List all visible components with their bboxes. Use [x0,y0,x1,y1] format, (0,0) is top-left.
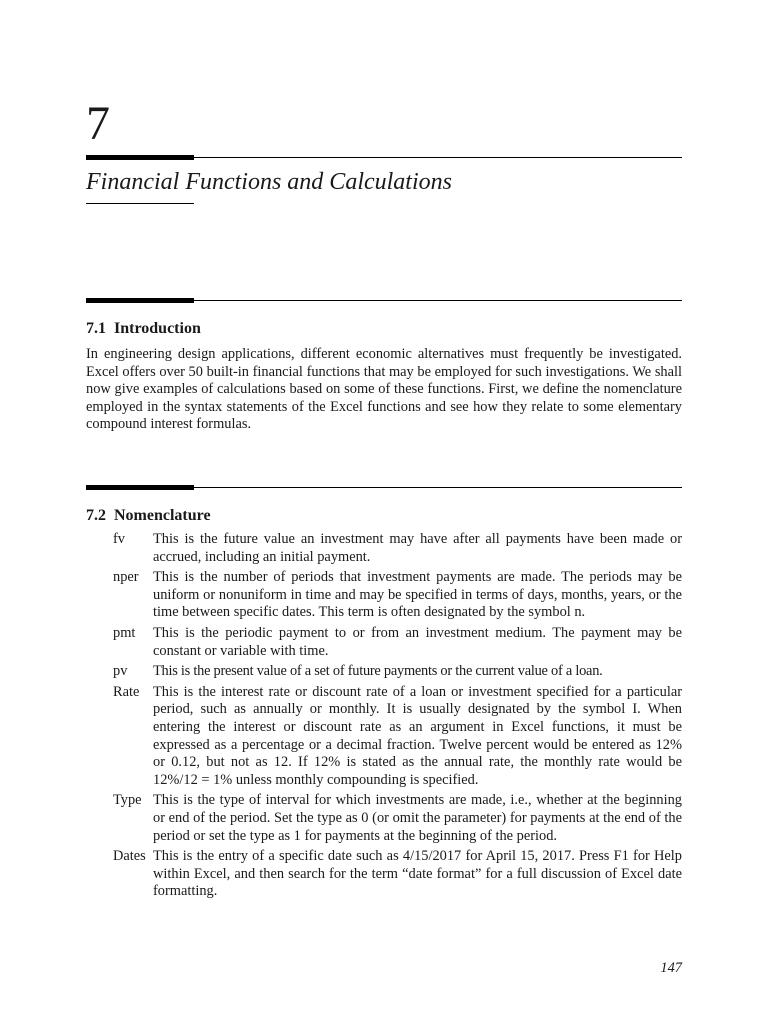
nomenclature-term: Type [113,792,142,809]
nomenclature-term: pv [113,663,128,680]
section-rule-thin [86,300,682,301]
nomenclature-item-pv [86,663,682,681]
chapter-number: 7 [86,97,110,150]
nomenclature-term: Rate [113,683,140,700]
nomenclature-definition: This is the type of interval for which investments are made, i.e., whether at the beginning or end of the period. Set the type as 0 (or omit the parameter) for payments at the end of the period or set the type as 1 for payments at the beginning of the period. [153,792,682,844]
nomenclature-definition: This is the entry of a specific date such as 4/15/2017 for April 15, 2017. Press F1 for Help within Excel, and then search for the term “date format” for a full discussion of Excel date formatting. [153,848,682,900]
nomenclature-definition: This is the interest rate or discount rate of a loan or investment specified for a particular period, such as annually or monthly. It is usually designated by the symbol I. When entering the interest or discount rate as an argument in Excel functions, it must be expressed as a percentage or a decimal fraction. Twelve percent would be entered as 12% or 0.12, but not as 12. If 12% is stated as the annual rate, the monthly rate would be 12%/12 = 1% unless monthly compounding is specified. [153,683,682,788]
section-heading-introduction [86,319,201,339]
page-number: 147 [660,960,682,976]
nomenclature-definition: This is the periodic payment to or from an investment medium. The payment may be constant or variable with time. [153,624,682,659]
section-number: 7.1 [86,320,106,337]
nomenclature-item-fv [86,531,682,566]
nomenclature-definition: This is the future value an investment may have after all payments have been made or accrued, including an initial payment. [153,531,682,565]
chapter-title: Financial Functions and Calculations [86,169,452,195]
nomenclature-term: fv [113,531,125,547]
chapter-rule-thin [86,157,682,158]
nomenclature-item-pmt [86,625,682,660]
section-title: Nomenclature [114,507,211,524]
section-rule-thin [86,487,682,488]
nomenclature-definition: This is the number of periods that investment payments are made. The periods may be uniform or nonuniform in time and may be specified in terms of days, months, years, or the time between specific dates. This term is often designated by the symbol n. [153,569,682,621]
section-number: 7.2 [86,507,106,524]
nomenclature-term: pmt [113,624,136,641]
nomenclature-item-type [86,792,682,845]
nomenclature-definition: This is the present value of a set of future payments or the current value of a loan. [153,663,603,680]
introduction-paragraph: In engineering design applications, different economic alternatives must frequently be investigated. Excel offers over 50 built-in financial functions that may be employed for such investigations. We shall now give examples of calculations based on some of these functions. First, we define the nomenclature employed in the syntax statements of the Excel functions and see how they relate to some elementary compound interest formulas. [86,346,682,433]
nomenclature-list [86,531,682,904]
nomenclature-item-dates [86,848,682,901]
section-heading-nomenclature [86,506,211,526]
nomenclature-item-rate [86,684,682,790]
nomenclature-item-nper [86,569,682,622]
nomenclature-term: nper [113,569,139,586]
section-title: Introduction [114,320,201,337]
nomenclature-term: Dates [113,848,146,865]
chapter-title-underline [86,203,194,204]
